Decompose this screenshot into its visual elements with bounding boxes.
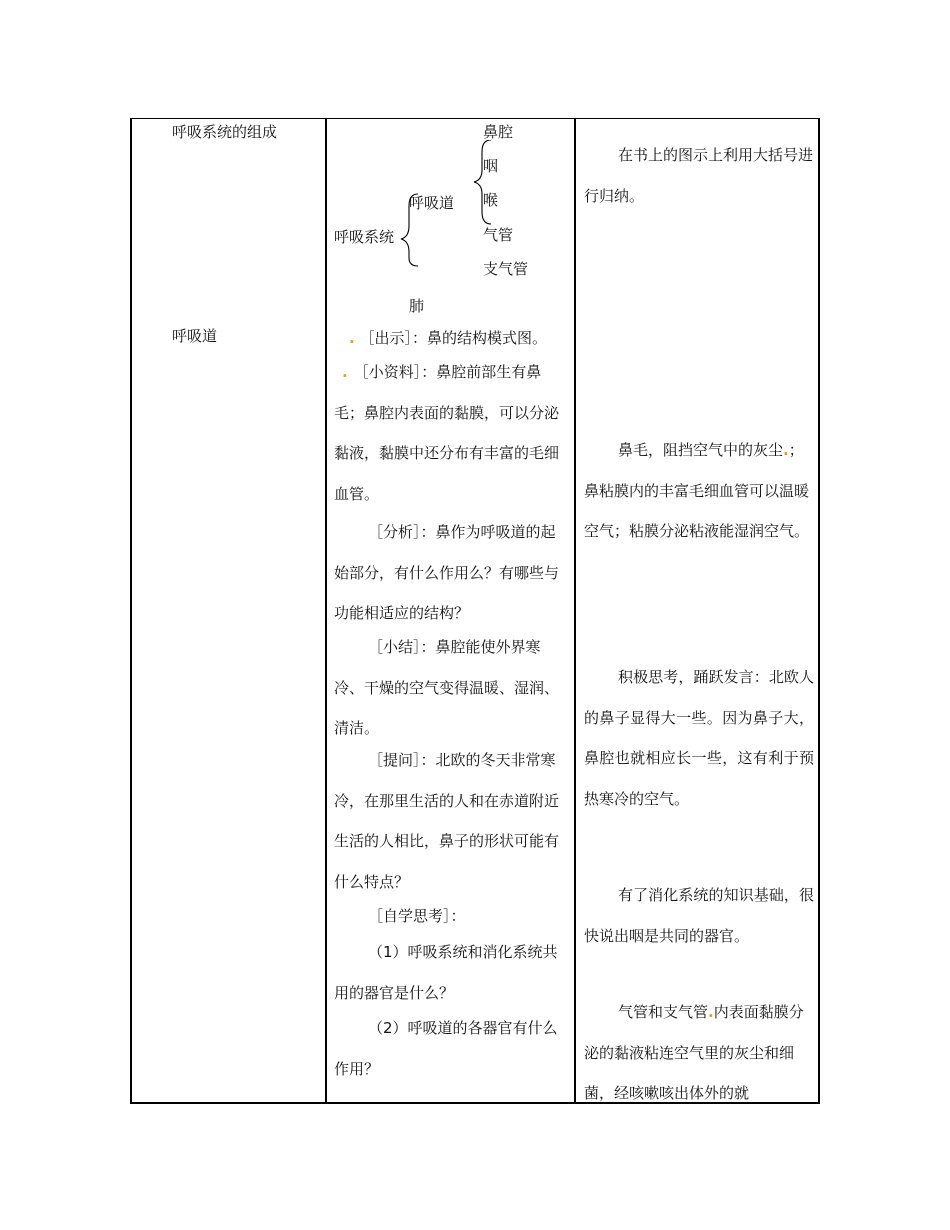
diagram-item-trachea: 气管 [483,226,514,244]
info-label: ［小资料］： [353,363,437,381]
activity-2-part-a: 鼻毛，阻挡空气中的灰尘 [618,441,784,459]
diagram-item-pharynx: 咽 [483,157,499,175]
student-activity-4: 有了消化系统的知识基础，很快说出咽是共同的器官。 [584,886,814,945]
marker-dot: . [783,441,789,459]
column-divider-1 [325,118,327,1104]
diagram-item-nasal-cavity: 鼻腔 [483,123,514,141]
topic-respiratory-system: 呼吸系统的组成 [172,123,278,141]
activity-5-part-a: 气管和支气管 [618,1003,709,1021]
self-study-q2: （2）呼吸道的各器官有什么作用？ [334,1019,558,1078]
diagram-root-system: 呼吸系统 [334,228,395,246]
info-text: 鼻腔前部生有鼻毛；鼻腔内表面的黏膜，可以分泌黏液，黏膜中还分布有丰富的毛细血管。 [334,363,560,503]
student-activity-5 [584,992,814,1114]
question-paragraph: ［提问］：北欧的冬天非常寒冷，在那里生活的人和在赤道附近生活的人相比，鼻子的形状可能有什么特点？ [334,751,560,891]
info-paragraph [334,352,570,514]
student-activity-1: 在书上的图示上利用大括号进行归纳。 [584,146,814,205]
diagram-item-lung: 肺 [409,297,425,315]
diagram-braces [396,140,506,275]
marker-dot: . [349,329,355,347]
activity-5-part-b: 内表面黏膜分泌的黏液粘连空气里的灰尘和细菌，经咳嗽咳出体外的就 [584,1003,804,1102]
summary-paragraph: ［小结］：鼻腔能使外界寒冷、干燥的空气变得温暖、湿润、清洁。 [334,638,560,737]
diagram-item-bronchi: 支气管 [483,260,529,278]
marker-dot: . [342,363,348,381]
show-text: ［出示］：鼻的结构模式图。 [359,329,547,347]
marker-dot: . [708,1003,714,1021]
self-study-label: ［自学思考］： [368,907,466,925]
column-divider-2 [574,118,576,1104]
diagram-branch-airway: 呼吸道 [409,194,455,212]
activity-2-part-b: ；鼻粘膜内的丰富毛细血管可以温暖空气；粘膜分泌粘液能湿润空气。 [584,441,810,540]
topic-respiratory-tract: 呼吸道 [172,327,218,345]
student-activity-3: 积极思考，踊跃发言：北欧人的鼻子显得大一些。因为鼻子大，鼻腔也就相应长一些，这有利于预热寒冷的空气。 [584,668,814,808]
show-line [349,328,547,348]
self-study-q1: （1）呼吸系统和消化系统共用的器官是什么？ [334,943,558,1002]
student-activity-2 [584,430,814,552]
analysis-paragraph: ［分析］：鼻作为呼吸道的起始部分，有什么作用么？有哪些与功能相适应的结构？ [334,523,560,622]
diagram-item-larynx: 喉 [483,191,499,209]
